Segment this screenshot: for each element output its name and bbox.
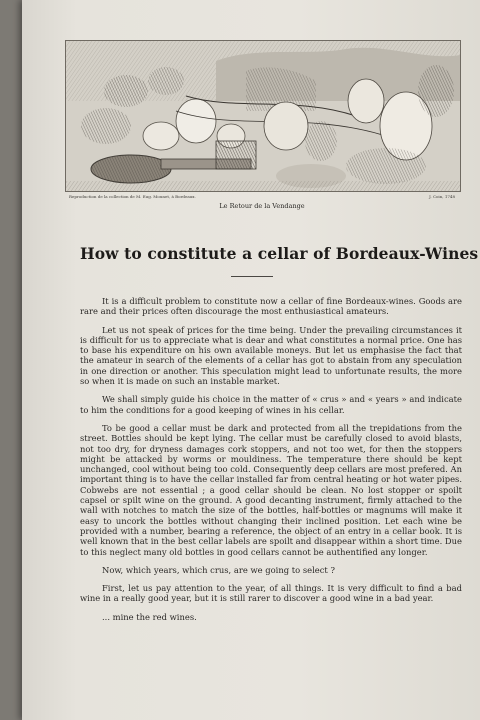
document-page <box>22 0 480 720</box>
engraving-title: Le Retour de la Vendange <box>219 202 305 210</box>
heading-divider <box>231 276 273 277</box>
article-paragraph: ... mine the red wines. <box>102 611 197 622</box>
article-paragraph: We shall simply guide his choice in the matter of « crus » and « years » and indicate to him the conditions for a good keeping of wines in his cellar. <box>80 394 462 415</box>
article-paragraph: Now, which years, which crus, are we going to select ? <box>102 564 335 575</box>
engraving-artwork <box>66 41 460 191</box>
article-paragraph: First, let us pay attention to the year, of all things. It is very difficult to find a bad wine in a really good year, but it is still rarer to discover a good wine in a bad year. <box>80 583 462 604</box>
engraving-illustration <box>65 40 461 192</box>
engraving-artist: J. Coin, 1748 <box>429 194 455 199</box>
article-body <box>80 296 462 630</box>
article-paragraph: Let us not speak of prices for the time being. Under the prevailing circumstances it is difficult for us to appreciate what is dear and what constitutes a normal price. One has to base his expenditure on his own available moneys. But let us emphasise the fact that the amateur in search of the elements of a cellar has got to abstain from any speculation in one direction or another. This speculation might lead to unfortunate results, the more so when it is made on such an instable market. <box>80 324 462 387</box>
engraving-credit: Reproduction de la collection de M. Eug. Mounet, à Bordeaux. <box>69 194 196 199</box>
article-paragraph: It is a difficult problem to constitute now a cellar of fine Bordeaux-wines. Goods are rare and their prices often discourage the most enthusiastical amateurs. <box>80 296 462 317</box>
article-heading: How to constitute a cellar of Bordeaux-Wines <box>80 244 479 263</box>
article-paragraph: To be good a cellar must be dark and protected from all the trepidations from the street. Bottles should be kept lying. The cellar must be carefully closed to avoid blasts, not too dry, for dryness damages cork stoppers, and not too wet, for then the stoppers might be attacked by worms or mouldiness. The temperature there should be kept unchanged, cool without being too cold. Consequently deep cellars are most prefered. An important thing is to have the cellar installed far from central heating or hot water pipes. Cobwebs are not essential ; a good cellar should be clean. No lost stopper or spoilt capsel or spilt wine on the ground. A good decanting instrument, firmly attached to the wall with notches to match the size of the bottles, half-bottles or magnums will make it easy to uncork the bottles without changing their inclined position. Let each wine be provided with a number, bearing a reference, the object of an entry in a cellar book. It is well known that in the best cellar labels are spoilt and disappear within a short time. Due to this neglect many old bottles in good cellars cannot be authentified any longer. <box>80 422 462 557</box>
